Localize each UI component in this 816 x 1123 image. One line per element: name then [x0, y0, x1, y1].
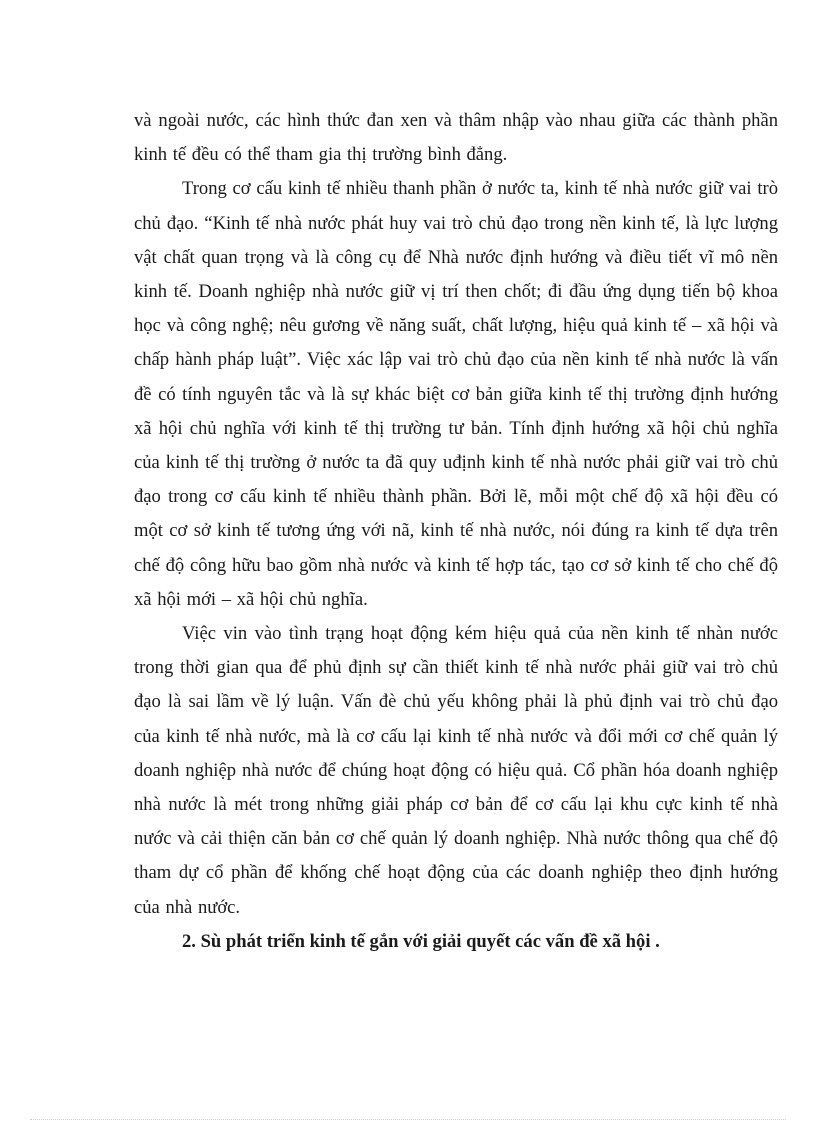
- paragraph-state-economy-role: Trong cơ cấu kinh tế nhiều thanh phần ở nước ta, kinh tế nhà nước giữ vai trò chủ đạo. “Kinh tế nhà nước phát huy vai trò chủ đạo trong nền kinh tế, là lực lượng vật chất quan trọng và là công cụ để Nhà nước định hướng và điều tiết vĩ mô nền kinh tế. Doanh nghiệp nhà nước giữ vị trí then chốt; đi đầu ứng dụng tiến bộ khoa học và công nghệ; nêu gương về năng suất, chất lượng, hiệu quả kinh tế – xã hội và chấp hành pháp luật”. Việc xác lập vai trò chủ đạo của nền kinh tế nhà nước là vấn đề có tính nguyên tắc và là sự khác biệt cơ bản giữa kinh tế thị trường định hướng xã hội chủ nghĩa với kinh tế thị trường tư bản. Tính định hướng xã hội chủ nghĩa của kinh tế thị trường ở nước ta đã quy uđịnh kinh tế nhà nước phải giữ vai trò chủ đạo trong cơ cấu kinh tế nhiều thành phần. Bởi lẽ, mỗi một chế độ xã hội đều có một cơ sở kinh tế tương ứng với nã, kinh tế nhà nước, nói đúng ra kinh tế dựa trên chế độ công hữu bao gồm nhà nước và kinh tế hợp tác, tạo cơ sở kinh tế cho chế độ xã hội mới – xã hội chủ nghĩa.: [134, 178, 778, 610]
- section-heading: 2. Sù phát triển kinh tế gắn với giải quyết các vấn đề xã hội .: [182, 930, 660, 952]
- page-bottom-divider: [30, 1119, 786, 1120]
- paragraph-equitization: Việc vin vào tình trạng hoạt động kém hiệu quả của nền kinh tế nhàn nước trong thời gian qua để phủ định sự cần thiết kinh tế nhà nước phải giữ vai trò chủ đạo là sai lầm về lý luận. Vấn đè chủ yếu không phải là phủ định vai trò chủ đạo của kinh tế nhà nước, mà là cơ cấu lại kinh tế nhà nước và đổi mới cơ chế quản lý doanh nghiệp nhà nước để chúng hoạt động có hiệu quả. Cổ phần hóa doanh nghiệp nhà nước là mét trong những giải pháp cơ bản để cơ cấu lại khu cực kinh tế nhà nước và cải thiện căn bản cơ chế quản lý doanh nghiệp. Nhà nước thông qua chế độ tham dự cổ phần để khống chế hoạt động của các doanh nghiệp theo định hướng của nhà nước.: [134, 623, 778, 918]
- body-text: [134, 104, 778, 959]
- paragraph-continuation: và ngoài nước, các hình thức đan xen và thâm nhập vào nhau giữa các thành phần kinh tế đều có thể tham gia thị trường bình đẳng.: [134, 110, 778, 166]
